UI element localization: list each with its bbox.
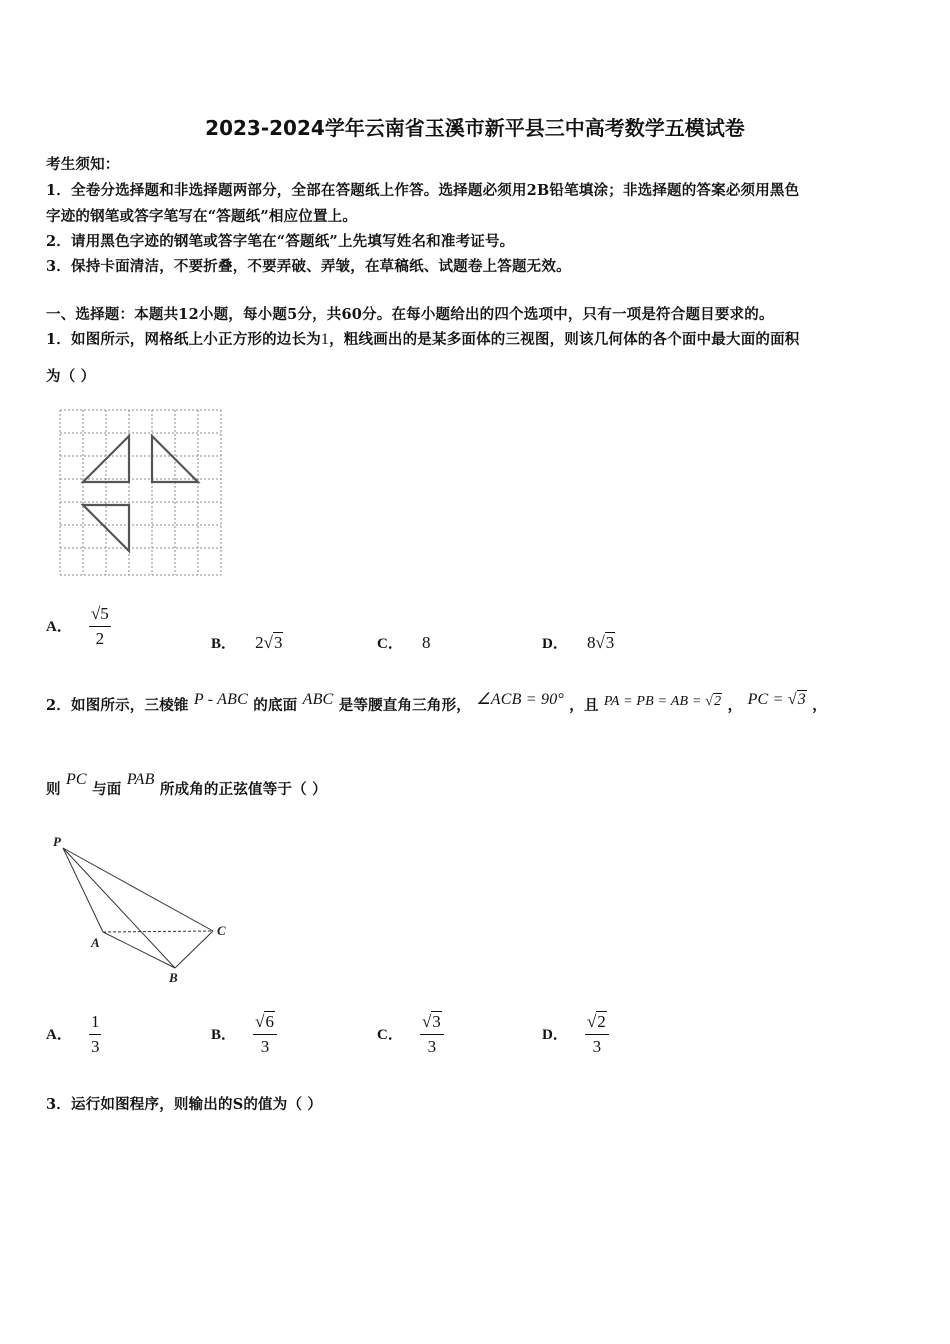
q2-text-5: ， — [727, 697, 743, 714]
vertex-b-label: B — [169, 970, 178, 985]
q2-line1: 2．如图所示，三棱锥 P - ABC 的底面 ABC 是等腰直角三角形， ∠ACB = 90° ，且 PA = PB = AB = √2 ， PC = √3 ， — [46, 691, 827, 714]
section-heading: 一、选择题：本题共12小题，每小题5分，共60分。在每小题给出的四个选项中，只有一项是符合题目要求的。 — [46, 306, 774, 323]
pyramid-figure — [45, 828, 245, 988]
q1-option-d[interactable]: D． 8√3 — [542, 633, 615, 652]
q1-line1 — [46, 328, 800, 349]
q1-line2: 为（ ） — [46, 368, 96, 385]
q1-text-a: 1．如图所示，网格纸上小正方形的边长为 — [46, 331, 321, 348]
q2-math-pc: PC = — [747, 691, 788, 708]
q2-option-b[interactable]: B． $\frac{√6}{3}$ — [211, 1012, 277, 1057]
q2-option-c-label: C． — [377, 1027, 403, 1043]
q2-line2-math-pab: PAB — [126, 771, 155, 788]
q2-option-a-num: 1 — [89, 1012, 102, 1035]
q1-option-d-rad: 3 — [605, 633, 615, 652]
q1-option-b-rad: 3 — [273, 633, 283, 652]
notice-heading: 考生须知： — [46, 156, 120, 173]
q2-option-b-label: B． — [211, 1027, 237, 1043]
q2-math-equal-sides-rad: 2 — [714, 694, 722, 709]
q2-line2 — [46, 771, 327, 799]
q2-option-c[interactable]: C． $\frac{√3}{3}$ — [377, 1012, 444, 1057]
q1-option-a-den: 2 — [95, 629, 105, 648]
q3-line: 3．运行如图程序，则输出的S的值为（ ） — [46, 1096, 323, 1113]
q2-math-pc-rad: 3 — [797, 691, 806, 708]
q1-option-c[interactable] — [377, 632, 430, 653]
q1-text-b: ，粗线画出的是某多面体的三视图，则该几何体的各个面中最大面的面积 — [329, 331, 800, 348]
notice-item-2: 2．请用黑色字迹的钢笔或答字笔在“答题纸”上先填写姓名和准考证号。 — [46, 233, 515, 250]
q2-text-6: ， — [812, 697, 827, 714]
q2-line2-text-1: 则 — [46, 781, 61, 798]
q2-option-c-den: 3 — [427, 1037, 437, 1056]
vertex-c-label: C — [217, 923, 226, 938]
q2-option-b-den: 3 — [260, 1037, 270, 1056]
q2-option-d[interactable]: D． $\frac{√2}{3}$ — [542, 1012, 609, 1057]
q2-line2-text-3: 所成角的正弦值等于（ ） — [159, 781, 327, 798]
q2-option-b-num: 6 — [265, 1012, 274, 1031]
q1-option-c-label: C． — [377, 636, 403, 652]
q2-line2-math-pc: PC — [65, 771, 87, 788]
q2-math-angle: ∠ACB = 90° — [476, 691, 565, 708]
q1-option-d-label: D． — [542, 636, 568, 652]
q2-option-a[interactable] — [46, 1012, 101, 1057]
q1-option-c-value: 8 — [421, 633, 431, 652]
q2-option-a-label: A． — [46, 1027, 72, 1043]
q2-option-a-den: 3 — [90, 1037, 100, 1056]
q1-option-a-num: √5 — [89, 604, 111, 627]
q2-math-pyramid: P - ABC — [193, 691, 248, 708]
vertex-p-label: P — [53, 834, 61, 849]
q2-option-d-num: 2 — [597, 1012, 606, 1031]
q1-option-d-coef: 8 — [586, 633, 596, 652]
vertex-a-label: A — [91, 935, 100, 950]
q1-option-b-coef: 2 — [255, 633, 264, 652]
q1-option-a-label: A． — [46, 619, 72, 635]
q2-text-2: 的底面 — [253, 697, 298, 714]
three-view-figure — [55, 405, 227, 580]
q2-text-4: ，且 — [569, 697, 599, 714]
page-title: 2023-2024学年云南省玉溪市新平县三中高考数学五模试卷 — [205, 116, 745, 140]
q1-option-b[interactable]: B． 2√3 — [211, 633, 283, 652]
q1-option-b-label: B． — [211, 636, 237, 652]
q2-math-equal-sides: PA = PB = AB = — [603, 694, 706, 709]
q2-option-c-num: 3 — [432, 1012, 441, 1031]
notice-item-1-cont: 字迹的钢笔或答字笔写在“答题纸”相应位置上。 — [46, 208, 358, 225]
q2-option-d-den: 3 — [592, 1037, 602, 1056]
q2-line2-text-2: 与面 — [92, 781, 122, 798]
q2-text-1: 2．如图所示，三棱锥 — [46, 697, 189, 714]
q2-math-base: ABC — [302, 691, 334, 708]
q2-option-d-label: D． — [542, 1027, 568, 1043]
q2-text-3: 是等腰直角三角形， — [338, 697, 471, 714]
q1-num: 1 — [320, 331, 330, 348]
notice-item-3: 3．保持卡面清洁，不要折叠，不要弄破、弄皱，在草稿纸、试题卷上答题无效。 — [46, 258, 571, 275]
notice-item-1: 1．全卷分选择题和非选择题两部分，全部在答题纸上作答。选择题必须用2B铅笔填涂；非选择题的答案必须用黑色 — [46, 182, 800, 199]
q1-option-a[interactable] — [46, 604, 111, 649]
